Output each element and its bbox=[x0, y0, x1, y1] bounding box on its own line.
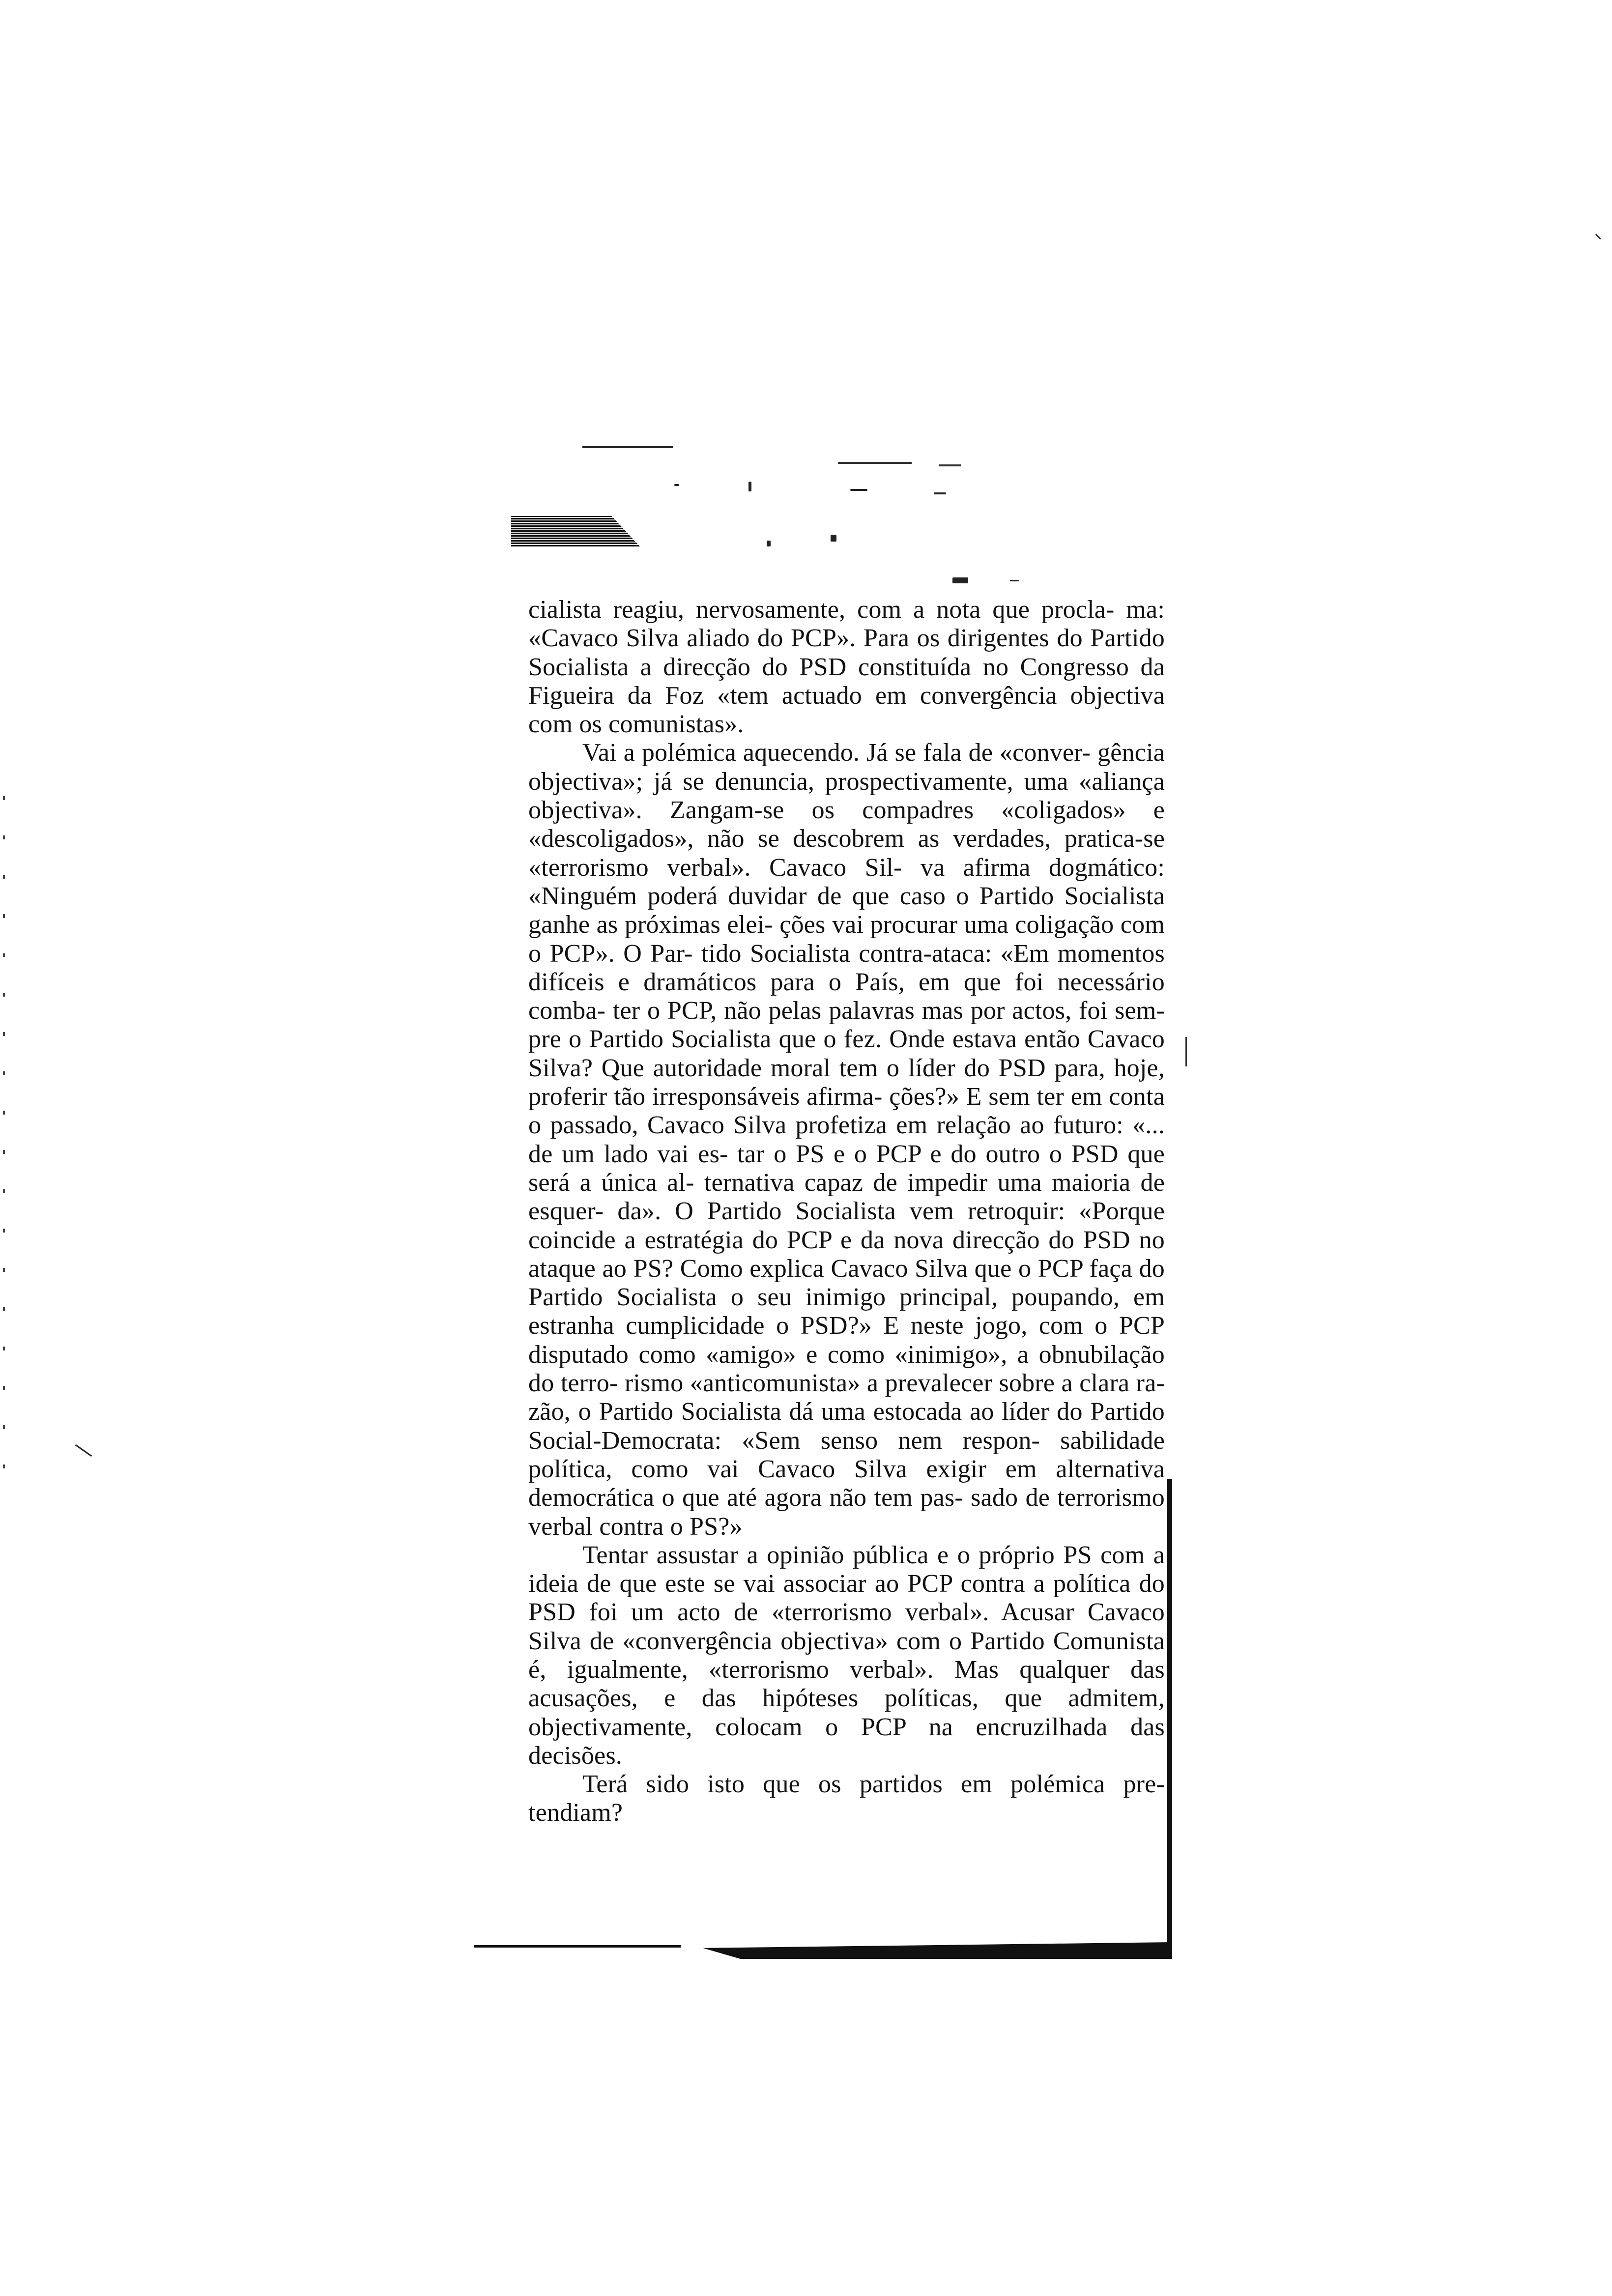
scan-speck bbox=[3, 1071, 5, 1075]
header-rule bbox=[939, 464, 961, 466]
scan-speck bbox=[75, 1444, 92, 1457]
paragraph-1: cialista reagiu, nervosamente, com a nota que procla- ma: «Cavaco Silva aliado do PCP». Para os dirigentes do Partido Socialista a direcção do PSD constituída no Congresso da Figueira da Foz «tem actuado em convergência objectiva com os comunistas». bbox=[528, 596, 1165, 739]
scan-speck bbox=[1595, 233, 1601, 239]
scan-speck bbox=[3, 1111, 5, 1115]
scan-speck bbox=[3, 953, 5, 957]
scan-speck bbox=[3, 1464, 5, 1468]
clipping-edge bbox=[1185, 1037, 1187, 1066]
scan-speck bbox=[831, 535, 836, 542]
clipping-edge bbox=[1167, 1479, 1172, 1951]
header-rule bbox=[838, 462, 912, 464]
newspaper-header-logo bbox=[511, 516, 640, 546]
scan-speck bbox=[3, 1307, 5, 1311]
scan-speck bbox=[952, 577, 968, 583]
scan-speck bbox=[3, 875, 5, 879]
scan-speck bbox=[767, 541, 771, 546]
article-body bbox=[528, 596, 1165, 1828]
scan-speck bbox=[674, 484, 679, 486]
clipping-bottom-rule bbox=[474, 1945, 681, 1948]
clipping-shadow bbox=[703, 1942, 1172, 1959]
paragraph-2: Vai a polémica aquecendo. Já se fala de «conver- gência objectiva»; já se denuncia, prospectivamente, uma «aliança objectiva». Zangam-se os compadres «coligados» e «descoligados», não se descobrem as verdades, pratica-se «terrorismo verbal». Cavaco Sil- va afirma dogmático: «Ninguém poderá duvidar de que caso o Partido Socialista ganhe as próximas elei- ções vai procurar uma coligação com o PCP». O Par- tido Socialista contra-ataca: «Em momentos difíceis e dramáticos para o País, em que foi necessário comba- ter o PCP, não pelas palavras mas por actos, foi sem- pre o Partido Socialista que o fez. Onde estava então Cavaco Silva? Que autoridade moral tem o líder do PSD para, hoje, proferir tão irresponsáveis afirma- ções?» E sem ter em conta o passado, Cavaco Silva profetiza em relação ao futuro: «... de um lado vai es- tar o PS e o PCP e do outro o PSD que será a única al- ternativa capaz de impedir uma maioria de esquer- da». O Partido Socialista vem retroquir: «Porque coincide a estratégia do PCP e da nova direcção do PSD no ataque ao PS? Como explica Cavaco Silva que o PCP faça do Partido Socialista o seu inimigo principal, poupando, em estranha cumplicidade o PSD?» E neste jogo, com o PCP disputado como «amigo» e como «inimigo», a obnubilação do terro- rismo «anticomunista» a prevalecer sobre a clara ra- zão, o Partido Socialista dá uma estocada ao líder do Partido Social-Democrata: «Sem senso nem respon- sabilidade política, como vai Cavaco Silva exigir em alternativa democrática o que até agora não tem pas- sado de terrorismo verbal contra o PS?» bbox=[528, 739, 1165, 1541]
scan-speck bbox=[3, 1386, 5, 1390]
scan-speck bbox=[748, 482, 751, 491]
scan-speck bbox=[3, 1268, 5, 1272]
scan-speck bbox=[3, 993, 5, 997]
scan-speck bbox=[934, 492, 946, 494]
scan-speck bbox=[3, 914, 5, 918]
scan-speck bbox=[3, 1032, 5, 1036]
scan-speck bbox=[850, 489, 867, 491]
scan-speck bbox=[3, 1150, 5, 1154]
scan-speck bbox=[3, 1425, 5, 1429]
scan-speck bbox=[3, 1347, 5, 1350]
scan-speck bbox=[3, 835, 5, 839]
paragraph-3: Tentar assustar a opinião pública e o próprio PS com a ideia de que este se vai associar ao PCP contra a política do PSD foi um acto de «terrorismo verbal». Acusar Cavaco Silva de «convergência objectiva» com o Partido Comunista é, igualmente, «terrorismo verbal». Mas qualquer das acusações, e das hipóteses políticas, que admitem, objectivamente, colocam o PCP na encruzilhada das decisões. bbox=[528, 1541, 1165, 1770]
scan-speck bbox=[3, 1229, 5, 1233]
header-rule bbox=[582, 446, 673, 448]
paragraph-4: Terá sido isto que os partidos em polémica pre- tendiam? bbox=[528, 1770, 1165, 1827]
scan-speck bbox=[3, 796, 5, 800]
scan-speck bbox=[1010, 580, 1019, 581]
scan-speck bbox=[3, 1189, 5, 1193]
